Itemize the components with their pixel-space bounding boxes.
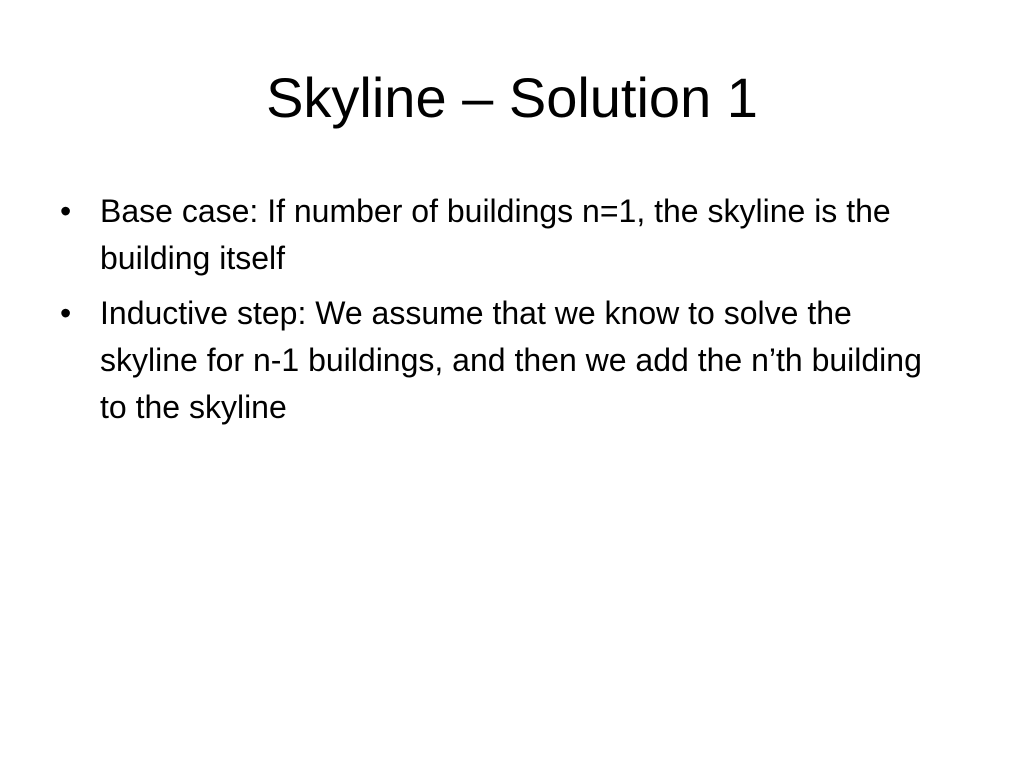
bullet-list <box>56 188 956 439</box>
bullet-marker: • <box>60 193 72 229</box>
slide-title: Skyline – Solution 1 <box>266 66 758 129</box>
bullet-item-base-case <box>56 188 956 282</box>
bullet-marker: • <box>60 295 72 331</box>
bullet-item-inductive-step <box>56 290 956 431</box>
bullet-text: Inductive step: We assume that we know to solve the skyline for n-1 buildings, and then we add the n’th building to the skyline <box>100 295 922 425</box>
bullet-text: Base case: If number of buildings n=1, the skyline is the building itself <box>100 193 891 276</box>
